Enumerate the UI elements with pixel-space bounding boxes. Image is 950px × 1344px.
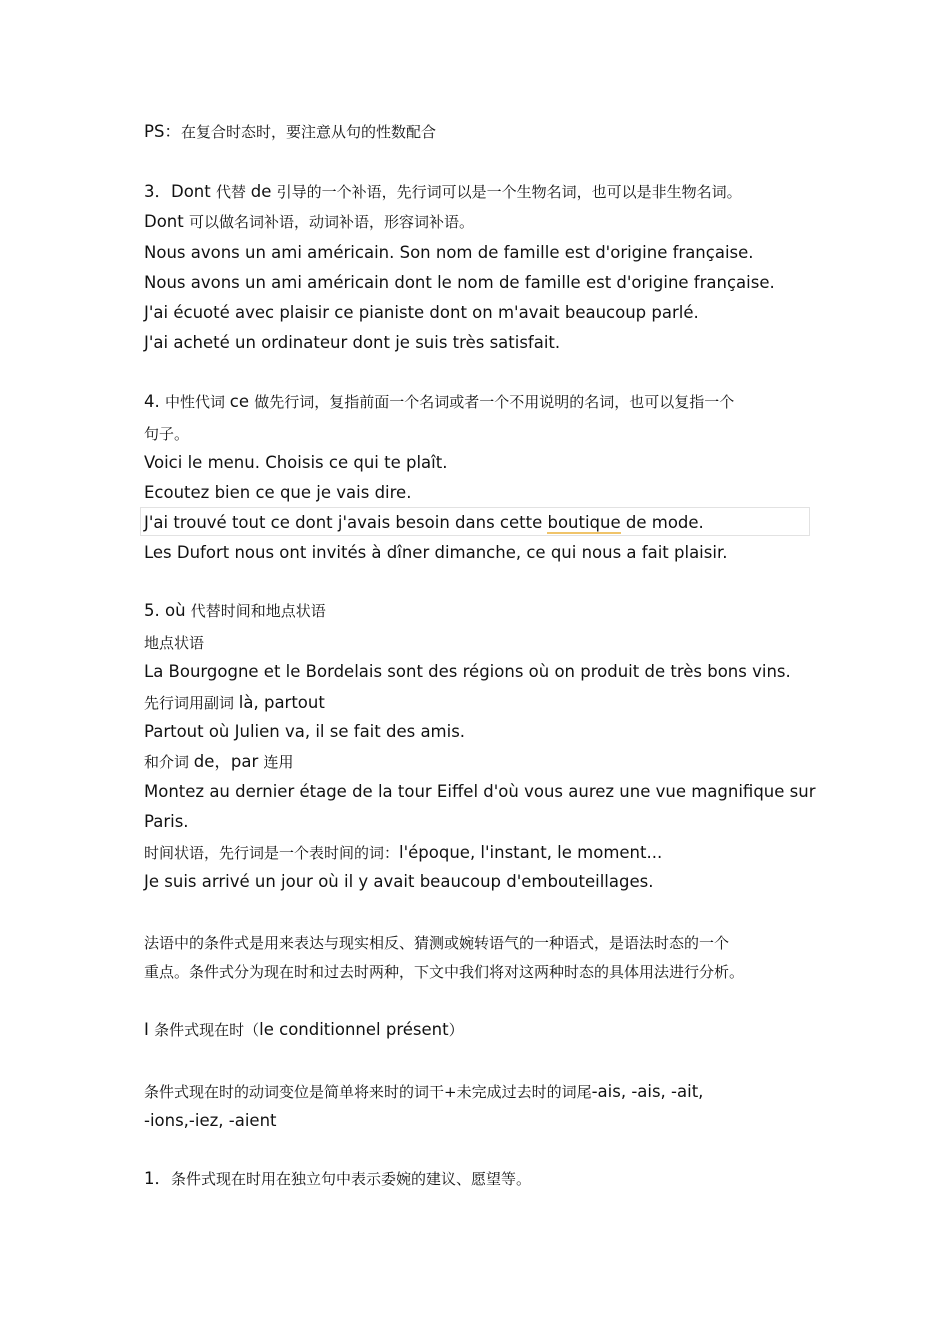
paragraph: 重点。条件式分为现在时和过去时两种，下文中我们将对这两种时态的具体用法进行分析。: [144, 963, 745, 981]
section-4-heading-cont: 句子。: [144, 425, 190, 443]
section-1-heading: [144, 1164, 531, 1194]
section-5-heading: [144, 596, 326, 626]
example-sentence: [144, 508, 704, 538]
example-sentence-cont: Paris.: [144, 812, 189, 831]
paragraph: 法语中的条件式是用来表达与现实相反、猜测或婉转语气的一种语式，是语法时态的一个: [144, 934, 730, 952]
text-run: 做先行词，复指前面一个名词或者一个不用说明的名词，也可以复指一个: [254, 393, 735, 411]
example-sentence: Voici le menu. Choisis ce qui te plaît.: [144, 453, 448, 472]
text-run: 先行词用副词: [144, 694, 239, 712]
section-3-subheading: [144, 207, 474, 237]
text-run: 1．: [144, 1169, 171, 1188]
subheading: [144, 688, 325, 718]
text-run: 和介词: [144, 753, 194, 771]
ps-note: [144, 117, 436, 147]
example-sentence: Montez au dernier étage de la tour Eiffel d'où vous aurez une vue magnifique sur: [144, 782, 816, 801]
text-run: 4.: [144, 392, 165, 411]
ps-text: 在复合时态时，要注意从句的性数配合: [180, 123, 436, 141]
text-run: I: [144, 1020, 155, 1039]
example-sentence: J'ai écuoté avec plaisir ce pianiste dont on m'avait beaucoup parlé.: [144, 303, 699, 322]
text-run: 代替: [215, 183, 251, 201]
section-3-heading: [144, 177, 742, 207]
subheading: [144, 747, 294, 777]
text-run: 引导的一个补语，先行词可以是一个生物名词，也可以是非生物名词。: [276, 183, 742, 201]
text-run: 时间状语，先行词是一个表时间的词：: [144, 844, 400, 862]
text-run: 代替时间和地点状语: [190, 602, 326, 620]
example-sentence: Nous avons un ami américain. Son nom de famille est d'origine française.: [144, 243, 754, 262]
text-run: de: [250, 182, 277, 201]
chapter-heading: [144, 1015, 464, 1045]
ps-label: PS：: [144, 122, 181, 141]
subheading: [144, 838, 662, 868]
text-run: 3．Dont: [144, 182, 216, 201]
example-sentence: Ecoutez bien ce que je vais dire.: [144, 483, 412, 502]
text-run: le conditionnel présent: [259, 1020, 449, 1039]
text-run: 连用: [263, 753, 294, 771]
section-4-heading: [144, 387, 734, 417]
text-run: 中性代词: [165, 393, 230, 411]
text-run: de mode.: [620, 513, 704, 532]
underlined-word: boutique: [547, 513, 621, 532]
example-sentence: J'ai acheté un ordinateur dont je suis très satisfait.: [144, 333, 561, 352]
example-sentence: Les Dufort nous ont invités à dîner dimanche, ce qui nous a fait plaisir.: [144, 543, 728, 562]
text-run: l'époque, l'instant, le moment...: [399, 843, 663, 862]
text-run: ）: [448, 1021, 464, 1039]
text-run: 5. où: [144, 601, 191, 620]
text-run: 条件式现在时的动词变位是简单将来时的词干+未完成过去时的词尾: [144, 1083, 592, 1101]
paragraph: [144, 1077, 703, 1107]
text-run: ce: [229, 392, 255, 411]
text-run: 条件式现在时用在独立句中表示委婉的建议、愿望等。: [171, 1170, 532, 1188]
text-run: 可以做名词补语，动词补语，形容词补语。: [188, 213, 474, 231]
text-run: J'ai trouvé tout ce dont j'avais besoin dans cette: [144, 513, 548, 532]
text-run: -ais, -ais, -ait,: [591, 1082, 704, 1101]
example-sentence: Nous avons un ami américain dont le nom de famille est d'origine française.: [144, 273, 775, 292]
text-run: de，par: [193, 752, 264, 771]
subheading: 地点状语: [144, 634, 205, 652]
example-sentence: Partout où Julien va, il se fait des amis.: [144, 722, 466, 741]
paragraph-cont: -ions,-iez, -aient: [144, 1111, 277, 1130]
example-sentence: Je suis arrivé un jour où il y avait beaucoup d'embouteillages.: [144, 872, 654, 891]
text-run: là, partout: [238, 693, 325, 712]
text-run: 条件式现在时（: [154, 1021, 260, 1039]
example-sentence: La Bourgogne et le Bordelais sont des régions où on produit de très bons vins.: [144, 662, 791, 681]
text-run: Dont: [144, 212, 189, 231]
